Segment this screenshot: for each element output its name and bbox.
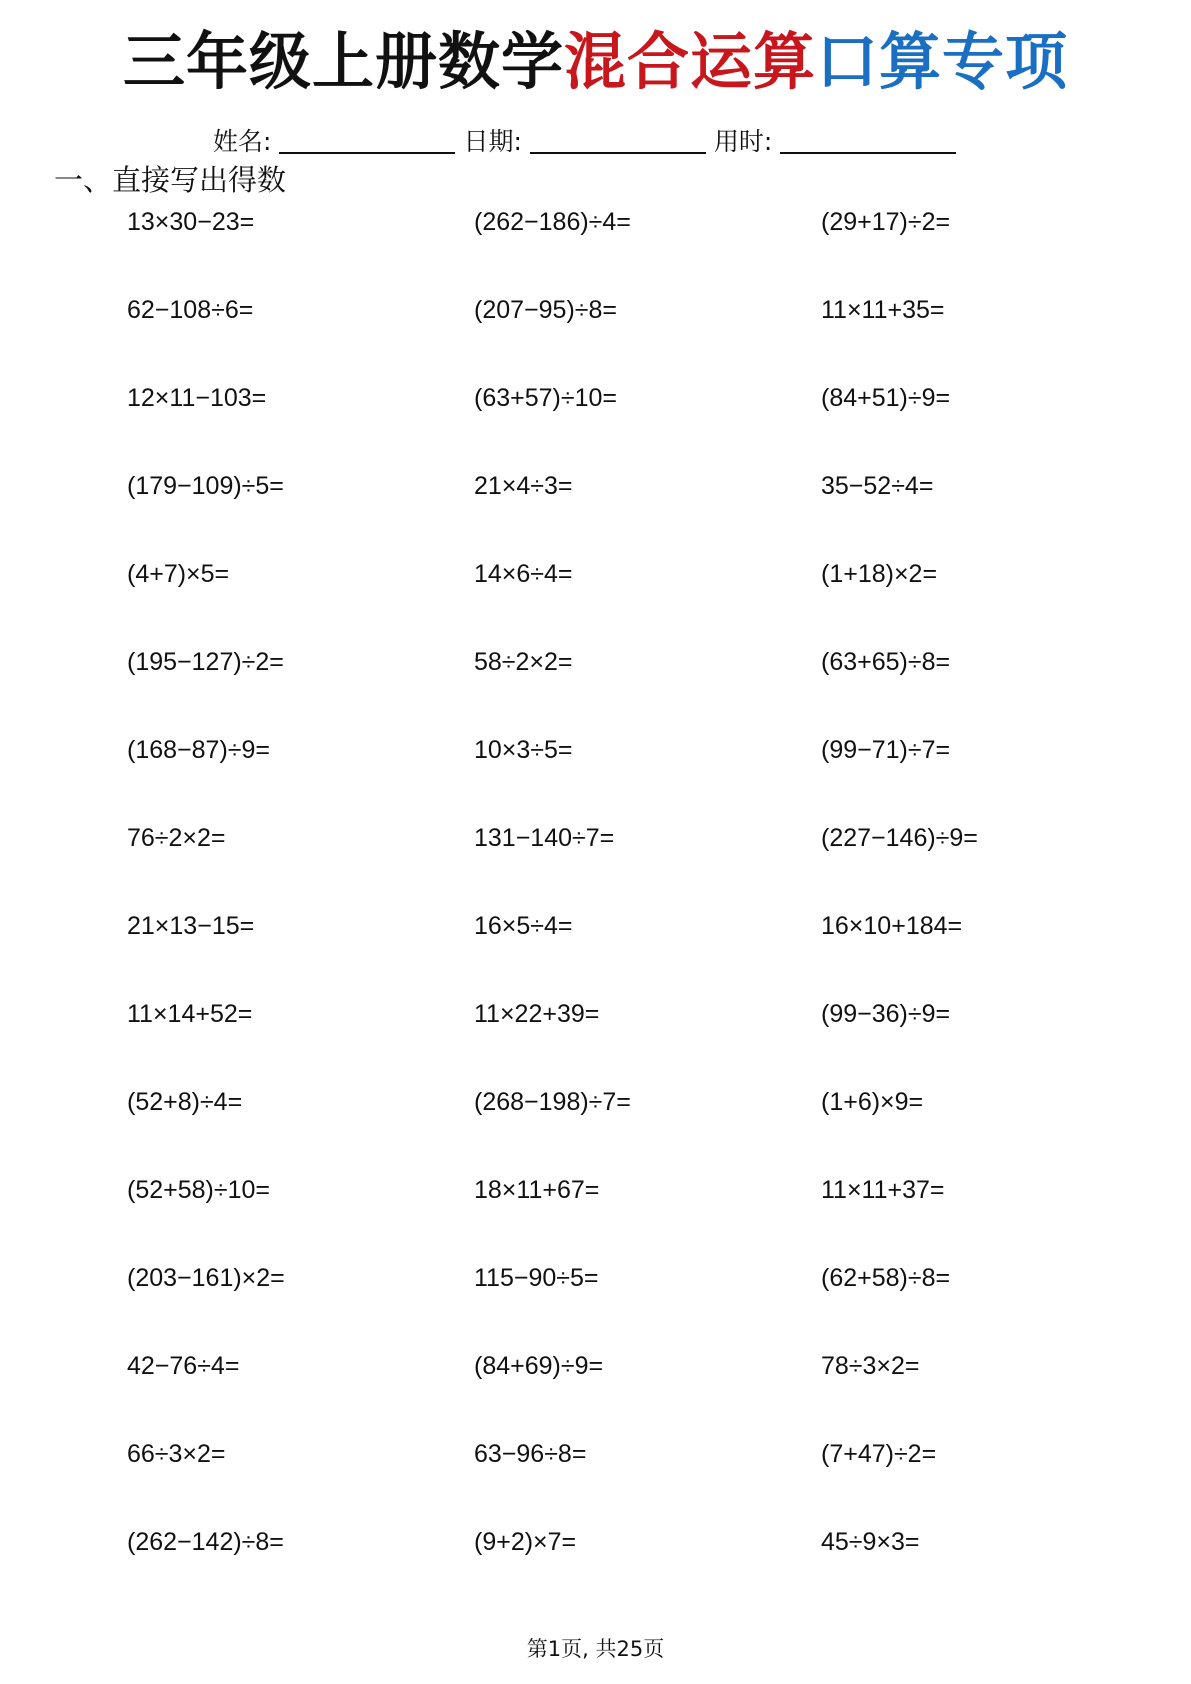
problem-grid bbox=[127, 206, 1147, 1614]
date-field bbox=[463, 122, 705, 158]
problem-item: 12×11−103= bbox=[127, 384, 267, 412]
problem-item: 76÷2×2= bbox=[127, 824, 226, 852]
problem-item: 11×22+39= bbox=[474, 1000, 600, 1028]
problem-item: 131−140÷7= bbox=[474, 824, 615, 852]
problem-item: 21×4÷3= bbox=[474, 472, 573, 500]
problem-item: (9+2)×7= bbox=[474, 1528, 577, 1556]
problem-item: 11×14+52= bbox=[127, 1000, 253, 1028]
page-title bbox=[0, 14, 1191, 110]
problem-item: (268−198)÷7= bbox=[474, 1088, 631, 1116]
problem-item: (52+8)÷4= bbox=[127, 1088, 243, 1116]
problem-item: (63+65)÷8= bbox=[821, 648, 951, 676]
title-part-grade: 三年级上册数学 bbox=[122, 25, 564, 98]
problem-item: 11×11+37= bbox=[821, 1176, 945, 1204]
problem-item: 63−96÷8= bbox=[474, 1440, 587, 1468]
problem-item: (7+47)÷2= bbox=[821, 1440, 937, 1468]
problem-item: (84+69)÷9= bbox=[474, 1352, 604, 1380]
problem-item: (99−71)÷7= bbox=[821, 736, 951, 764]
time-field bbox=[714, 122, 956, 158]
time-blank[interactable] bbox=[780, 128, 956, 154]
title-part-mixed-operations: 混合运算 bbox=[563, 25, 816, 98]
problem-item: (4+7)×5= bbox=[127, 560, 230, 588]
problem-item: (29+17)÷2= bbox=[821, 208, 951, 236]
problem-item: 13×30−23= bbox=[127, 208, 255, 236]
problem-item: 58÷2×2= bbox=[474, 648, 573, 676]
student-info-row bbox=[213, 118, 964, 158]
problem-item: 62−108÷6= bbox=[127, 296, 254, 324]
date-blank[interactable] bbox=[530, 128, 706, 154]
problem-item: 16×5÷4= bbox=[474, 912, 573, 940]
problem-item: (227−146)÷9= bbox=[821, 824, 978, 852]
problem-item: (168−87)÷9= bbox=[127, 736, 270, 764]
time-label: 用时: bbox=[713, 127, 773, 156]
name-field bbox=[213, 122, 455, 158]
problem-item: (84+51)÷9= bbox=[821, 384, 951, 412]
problem-item: (195−127)÷2= bbox=[127, 648, 284, 676]
title-part-mental-math: 口算专项 bbox=[816, 25, 1069, 98]
section-heading: 一、直接写出得数 bbox=[54, 163, 287, 197]
name-label: 姓名: bbox=[213, 127, 272, 156]
date-label: 日期: bbox=[463, 127, 522, 156]
problem-item: (262−186)÷4= bbox=[474, 208, 631, 236]
problem-item: 66÷3×2= bbox=[127, 1440, 226, 1468]
problem-item: 16×10+184= bbox=[821, 912, 963, 940]
problem-item: 35−52÷4= bbox=[821, 472, 934, 500]
problem-item: 11×11+35= bbox=[821, 296, 945, 324]
problem-item: (62+58)÷8= bbox=[821, 1264, 951, 1292]
problem-item: (203−161)×2= bbox=[127, 1264, 285, 1292]
problem-item: 14×6÷4= bbox=[474, 560, 573, 588]
problem-item: (52+58)÷10= bbox=[127, 1176, 270, 1204]
problem-item: (1+6)×9= bbox=[821, 1088, 924, 1116]
problem-item: (1+18)×2= bbox=[821, 560, 938, 588]
problem-item: (179−109)÷5= bbox=[127, 472, 284, 500]
problem-item: 10×3÷5= bbox=[474, 736, 573, 764]
problem-item: (99−36)÷9= bbox=[821, 1000, 951, 1028]
problem-item: 78÷3×2= bbox=[821, 1352, 920, 1380]
problem-item: 18×11+67= bbox=[474, 1176, 600, 1204]
page-footer: 第1页, 共25页 bbox=[526, 1637, 665, 1661]
problem-item: 45÷9×3= bbox=[821, 1528, 920, 1556]
problem-item: (262−142)÷8= bbox=[127, 1528, 284, 1556]
name-blank[interactable] bbox=[279, 128, 455, 154]
problem-item: 21×13−15= bbox=[127, 912, 255, 940]
problem-item: (63+57)÷10= bbox=[474, 384, 617, 412]
problem-item: (207−95)÷8= bbox=[474, 296, 617, 324]
problem-item: 115−90÷5= bbox=[474, 1264, 599, 1292]
problem-item: 42−76÷4= bbox=[127, 1352, 240, 1380]
